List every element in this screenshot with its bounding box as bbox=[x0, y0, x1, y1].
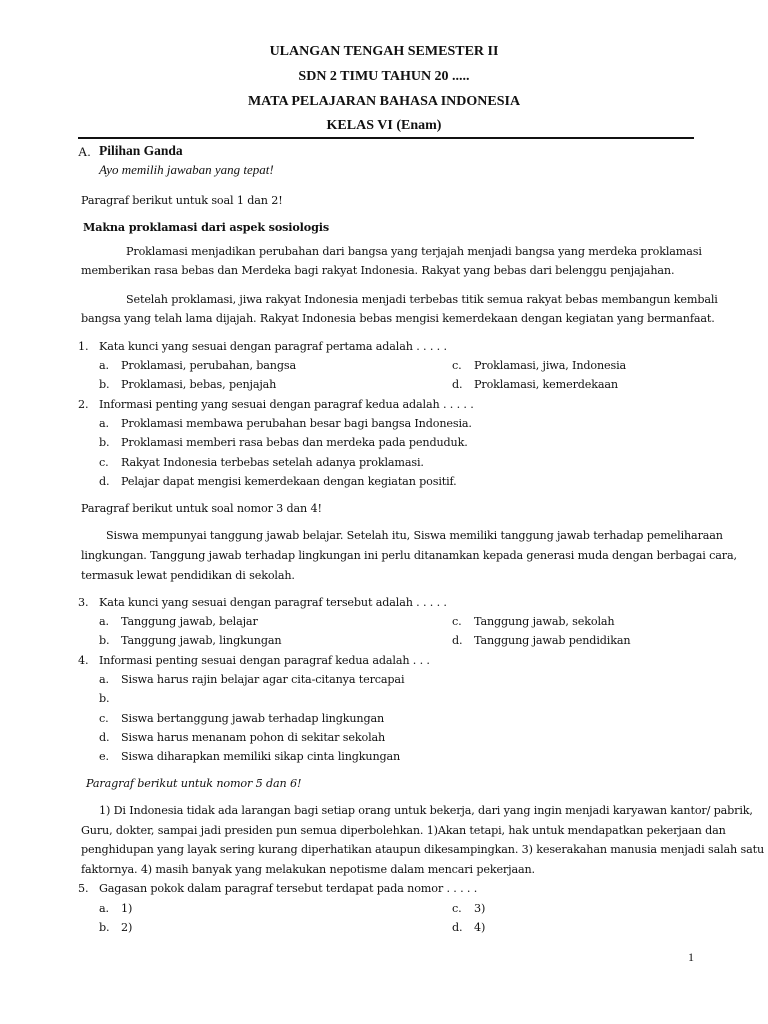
passage1-line: Proklamasi menjadikan perubahan dari bangsa yang terjajah menjadi bangsa yang merdeka proklamasi bbox=[126, 245, 702, 258]
q5-option-d[interactable]: 4) bbox=[474, 921, 486, 934]
passage3-line: 1) Di Indonesia tidak ada larangan bagi setiap orang untuk bekerja, dari yang ingin menjadi karyawan kantor/ pabrik, bbox=[99, 804, 753, 817]
passage1-line: memberikan rasa bebas dan Merdeka bagi rakyat Indonesia. Rakyat yang bebas dari belenggu penjajahan. bbox=[81, 264, 675, 277]
question-number: 2. bbox=[78, 398, 89, 411]
q2-option-c[interactable]: Rakyat Indonesia terbebas setelah adanya proklamasi. bbox=[121, 456, 424, 469]
option-label: c. bbox=[99, 712, 109, 725]
option-label: d. bbox=[99, 731, 110, 744]
option-label: b. bbox=[99, 634, 110, 647]
option-label: c. bbox=[452, 359, 462, 372]
q3-option-d[interactable]: Tanggung jawab pendidikan bbox=[474, 634, 631, 647]
question-1-text: Kata kunci yang sesuai dengan paragraf pertama adalah . . . . . bbox=[99, 340, 447, 353]
q4-option-a[interactable]: Siswa harus rajin belajar agar cita-citanya tercapai bbox=[121, 673, 405, 686]
q1-option-c[interactable]: Proklamasi, jiwa, Indonesia bbox=[474, 359, 627, 372]
option-label: b. bbox=[99, 692, 110, 705]
school-year: SDN 2 TIMU TAHUN 20 ..... bbox=[298, 69, 470, 84]
q2-option-b[interactable]: Proklamasi memberi rasa bebas dan merdeka pada penduduk. bbox=[121, 436, 468, 449]
page-number: 1 bbox=[688, 950, 694, 964]
option-label: a. bbox=[99, 673, 109, 686]
passage1-line: bangsa yang telah lama dijajah. Rakyat Indonesia bebas mengisi kemerdekaan dengan kegiatan yang bermanfaat. bbox=[81, 312, 715, 325]
passage3-line: Guru, dokter, sampai jadi presiden pun semua diperbolehkan. 1)Akan tetapi, hak untuk mendapatkan pekerjaan dan bbox=[81, 824, 726, 837]
q5-option-b[interactable]: 2) bbox=[121, 921, 133, 934]
header-divider bbox=[78, 137, 694, 139]
passage3-intro: Paragraf berikut untuk nomor 5 dan 6! bbox=[86, 777, 302, 790]
question-number: 1. bbox=[78, 340, 89, 353]
passage3-line: faktornya. 4) masih banyak yang melakukan nepotisme dalam mencari pekerjaan. bbox=[81, 863, 535, 876]
option-label: d. bbox=[452, 634, 463, 647]
option-label: d. bbox=[99, 475, 110, 488]
q3-option-a[interactable]: Tanggung jawab, belajar bbox=[121, 615, 258, 628]
option-label: a. bbox=[99, 902, 109, 915]
question-4-text: Informasi penting sesuai dengan paragraf kedua adalah . . . bbox=[99, 654, 430, 667]
q1-option-b[interactable]: Proklamasi, bebas, penjajah bbox=[121, 378, 277, 391]
option-label: a. bbox=[99, 359, 109, 372]
section-instruction: Ayo memilih jawaban yang tepat! bbox=[99, 162, 274, 177]
option-label: b. bbox=[99, 921, 110, 934]
subject: MATA PELAJARAN BAHASA INDONESIA bbox=[247, 94, 521, 109]
passage1-title: Makna proklamasi dari aspek sosiologis bbox=[83, 220, 330, 234]
q1-option-a[interactable]: Proklamasi, perubahan, bangsa bbox=[121, 359, 296, 372]
option-label: d. bbox=[452, 378, 463, 391]
option-label: b. bbox=[99, 436, 110, 449]
option-label: c. bbox=[99, 456, 109, 469]
q4-option-d[interactable]: Siswa harus menanam pohon di sekitar sekolah bbox=[121, 731, 386, 744]
option-label: c. bbox=[452, 615, 462, 628]
exam-title: ULANGAN TENGAH SEMESTER II bbox=[269, 44, 499, 59]
section-letter: A. bbox=[78, 144, 91, 159]
q5-option-a[interactable]: 1) bbox=[121, 902, 133, 915]
q2-option-d[interactable]: Pelajar dapat mengisi kemerdekaan dengan kegiatan positif. bbox=[121, 475, 457, 488]
q1-option-d[interactable]: Proklamasi, kemerdekaan bbox=[474, 378, 618, 391]
q3-option-b[interactable]: Tanggung jawab, lingkungan bbox=[121, 634, 282, 647]
question-3-text: Kata kunci yang sesuai dengan paragraf tersebut adalah . . . . . bbox=[99, 596, 447, 609]
class-level: KELAS VI (Enam) bbox=[326, 118, 442, 133]
passage2-line: Siswa mempunyai tanggung jawab belajar. Setelah itu, Siswa memiliki tanggung jawab terhadap pemeliharaan bbox=[106, 529, 723, 542]
section-title: Pilihan Ganda bbox=[99, 143, 183, 158]
q5-option-c[interactable]: 3) bbox=[474, 902, 486, 915]
passage1-line: Setelah proklamasi, jiwa rakyat Indonesia menjadi terbebas titik semua rakyat bebas membangun kembali bbox=[126, 293, 718, 306]
option-label: c. bbox=[452, 902, 462, 915]
passage2-intro: Paragraf berikut untuk soal nomor 3 dan 4! bbox=[81, 502, 322, 515]
q4-option-c[interactable]: Siswa bertanggung jawab terhadap lingkungan bbox=[121, 712, 385, 725]
question-number: 5. bbox=[78, 882, 89, 895]
question-number: 3. bbox=[78, 596, 89, 609]
question-number: 4. bbox=[78, 654, 89, 667]
option-label: a. bbox=[99, 417, 109, 430]
option-label: b. bbox=[99, 378, 110, 391]
passage2-line: termasuk lewat pendidikan di sekolah. bbox=[81, 569, 295, 582]
option-label: a. bbox=[99, 615, 109, 628]
option-label: d. bbox=[452, 921, 463, 934]
passage3-line: penghidupan yang layak sering kurang diperhatikan ataupun dikesampingkan. 3) keserakahan manusia menjadi salah satu bbox=[81, 843, 765, 856]
question-5-text: Gagasan pokok dalam paragraf tersebut terdapat pada nomor . . . . . bbox=[99, 882, 478, 895]
q4-option-e[interactable]: Siswa diharapkan memiliki sikap cinta lingkungan bbox=[121, 750, 401, 763]
q3-option-c[interactable]: Tanggung jawab, sekolah bbox=[474, 615, 615, 628]
passage1-intro: Paragraf berikut untuk soal 1 dan 2! bbox=[81, 194, 283, 207]
question-2-text: Informasi penting yang sesuai dengan paragraf kedua adalah . . . . . bbox=[99, 398, 474, 411]
option-label: e. bbox=[99, 750, 109, 763]
q2-option-a[interactable]: Proklamasi membawa perubahan besar bagi bangsa Indonesia. bbox=[121, 417, 472, 430]
passage2-line: lingkungan. Tanggung jawab terhadap lingkungan ini perlu ditanamkan kepada generasi muda dengan berbagai cara, bbox=[81, 549, 737, 562]
